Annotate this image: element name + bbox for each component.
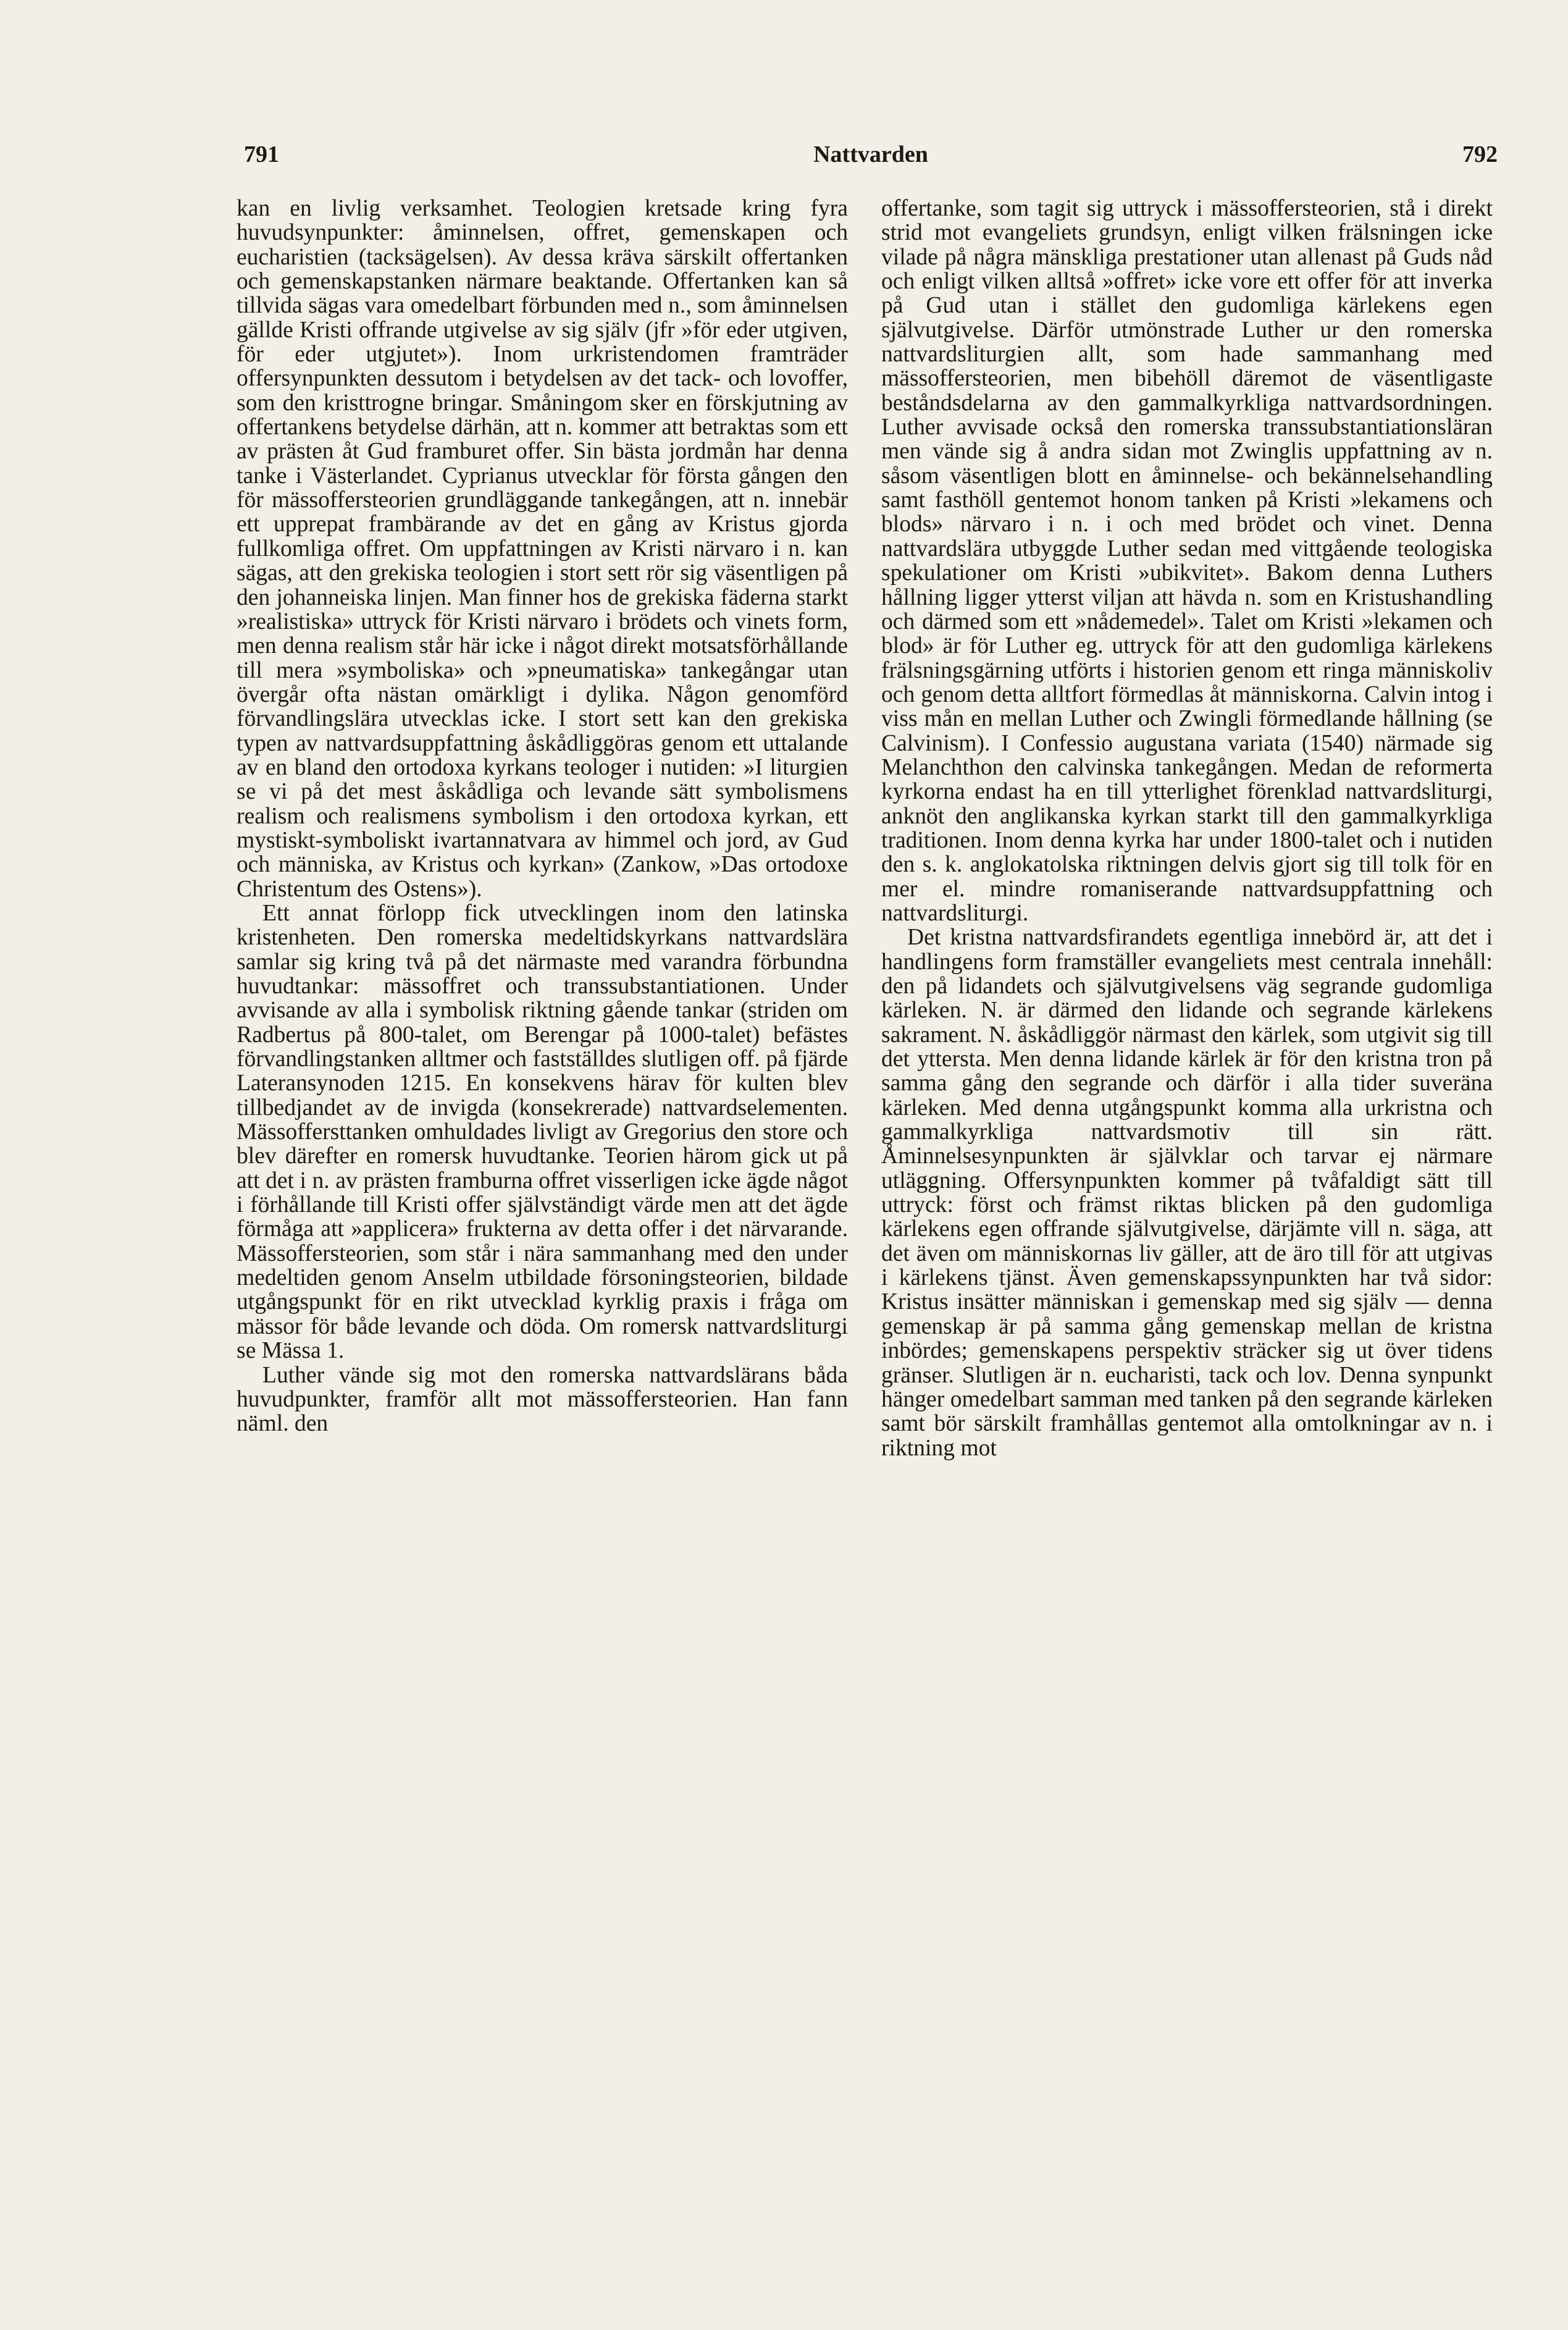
page-number-right: 792 [1462,141,1498,167]
paragraph: Luther vände sig mot den romerska nattvardslärans båda huvudpunkter, framför allt mot mässoffersteorien. Han fann näml. den [237,1362,848,1437]
paragraph: kan en livlig verksamhet. Teologien kretsade kring fyra huvudsynpunkter: åminnelsen, offret, gemenskapen och eucharistien (tacksägelsen). Av dessa kräva särskilt offertanken och gemenskapstanken närmare beaktande. Offertanken kan så tillvida sägas vara omedelbart förbunden med n., som åminnelsen gällde Kristi offrande utgivelse av sig själv (jfr »för eder utgiven, för eder utgjutet»). Inom urkristendomen framträder offersynpunkten dessutom i betydelsen av det tack- och lovoffer, som den kristtrogne bringar. Småningom sker en förskjutning av offertankens betydelse därhän, att n. kommer att betraktas som ett av prästen åt Gud framburet offer. Sin bästa jordmån har denna tanke i Västerlandet. Cyprianus utvecklar för första gången den för mässoffersteorien grundläggande tankegången, att n. innebär ett upprepat frambärande av det en gång av Kristus gjorda fullkomliga offret. Om uppfattningen av Kristi närvaro i n. kan sägas, att den grekiska teologien i stort sett rör sig väsentligen på den johanneiska linjen. Man finner hos de grekiska fäderna starkt »realistiska» uttryck för Kristi närvaro i brödets och vinets form, men denna realism står här icke i något direkt motsatsförhållande till mera »symboliska» och »pneumatiska» tankegångar utan övergår ofta nästan omärkligt i dylika. Någon genomförd förvandlingslära utvecklas icke. I stort sett kan den grekiska typen av nattvardsuppfattning åskådliggöras genom ett uttalande av en bland den ortodoxa kyrkans teologer i nutiden: »I liturgien se vi på det mest åskådliga och levande sätt symbolismens realism och realismens symbolism i den ortodoxa kyrkan, ett mystiskt-symboliskt ivartannatvara av himmel och jord, av Gud och människa, av Kristus och kyrkan» (Zankow, »Das ortodoxe Christentum des Ostens»). [237,196,848,902]
left-column [237,196,848,1436]
running-title: Nattvarden [813,141,928,167]
page-header [244,141,1498,178]
paragraph: Det kristna nattvardsfirandets egentliga innebörd är, att det i handlingens form framställer evangeliets mest centrala innehåll: den på lidandets och självutgivelsens väg segrande gudomliga kärleken. N. är därmed den lidande och segrande kärlekens sakrament. N. åskådliggör närmast den kärlek, som utgivit sig till det yttersta. Men denna lidande kärlek är för den kristna tron på samma gång den segrande och därför i alla tider suveräna kärleken. Med denna utgångspunkt komma alla urkristna och gammalkyrkliga nattvardsmotiv till sin rätt. Åminnelsesynpunkten är självklar och tarvar ej närmare utläggning. Offersynpunkten kommer på tvåfaldigt sätt till uttryck: först och främst riktas blicken på den gudomliga kärlekens egen offrande självutgivelse, därjämte vill n. säga, att det även om människornas liv gäller, att de äro till för att utgivas i kärlekens tjänst. Även gemenskapssynpunkten har två sidor: Kristus insätter människan i gemenskap med sig själv — denna gemenskap är på samma gång gemenskap mellan de kristna inbördes; gemenskapens perspektiv sträcker sig ut över tidens gränser. Slutligen är n. eucharisti, tack och lov. Denna synpunkt hänger omedelbart samman med tanken på den segrande kärleken samt bör särskilt framhållas gentemot alla omtolkningar av n. i riktning mot [881,925,1493,1461]
right-column [881,196,1493,1460]
paragraph: Ett annat förlopp fick utvecklingen inom den latinska kristenheten. Den romerska medeltidskyrkans nattvardslära samlar sig kring två på det närmaste med varandra förbundna huvudtankar: mässoffret och transsubstantiationen. Under avvisande av alla i symbolisk riktning gående tankar (striden om Radbertus på 800-talet, om Berengar på 1000-talet) befästes förvandlingstanken alltmer och fastställdes slutligen off. på fjärde Lateransynoden 1215. En konsekvens härav för kulten blev tillbedjandet av de invigda (konsekrerade) nattvardselementen. Mässoffersttanken omhuldades livligt av Gregorius den store och blev därefter en romersk huvudtanke. Teorien härom gick ut på att det i n. av prästen framburna offret visserligen icke ägde något i förhållande till Kristi offer självständigt värde men att det ägde förmåga att »applicera» frukterna av detta offer i det närvarande. Mässoffersteorien, som står i nära sammanhang med den under medeltiden genom Anselm utbildade försoningsteorien, bildade utgångspunkt för en rikt utvecklad kyrklig praxis i fråga om mässor för både levande och döda. Om romersk nattvardsliturgi se Mässa 1. [237,900,848,1364]
page-number-left: 791 [244,141,279,167]
paragraph: offertanke, som tagit sig uttryck i mässoffersteorien, stå i direkt strid mot evangeliets grundsyn, enligt vilken frälsningen icke vilade på några mänskliga prestationer utan allenast på Guds nåd och enligt vilken alltså »offret» icke vore ett offer för att inverka på Gud utan i stället den gudomliga kärlekens egen självutgivelse. Därför utmönstrade Luther ur den romerska nattvardsliturgien allt, som hade sammanhang med mässoffersteorien, men bibehöll däremot de väsentligaste beståndsdelarna av den gammalkyrkliga nattvardsordningen. Luther avvisade också den romerska transsubstantiationsläran men vände sig å andra sidan mot Zwinglis uppfattning av n. såsom väsentligen blott en åminnelse- och bekännelsehandling samt fasthöll gentemot honom tanken på Kristi »lekamens och blods» närvaro i n. i och med brödet och vinet. Denna nattvardslära utbyggde Luther sedan med vittgående teologiska spekulationer om Kristi »ubikvitet». Bakom denna Luthers hållning ligger ytterst viljan att hävda n. som en Kristushandling och därmed som ett »nådemedel». Talet om Kristi »lekamen och blod» är för Luther eg. uttryck för att den gudomliga kärlekens frälsningsgärning utförts i historien genom ett ringa människoliv och genom detta alltfort förmedlas åt människorna. Calvin intog i viss mån en mellan Luther och Zwingli förmedlande hållning (se Calvinism). I Confessio augustana variata (1540) närmade sig Melanchthon den calvinska tankegången. Medan de reformerta kyrkorna endast ha en till ytterlighet förenklad nattvardsliturgi, anknöt den anglikanska kyrkan starkt till den gammalkyrkliga traditionen. Inom denna kyrka har under 1800-talet och i nutiden den s. k. anglokatolska riktningen delvis gjort sig till tolk för en mer el. mindre romaniserande nattvardsuppfattning och nattvardsliturgi. [881,196,1493,926]
